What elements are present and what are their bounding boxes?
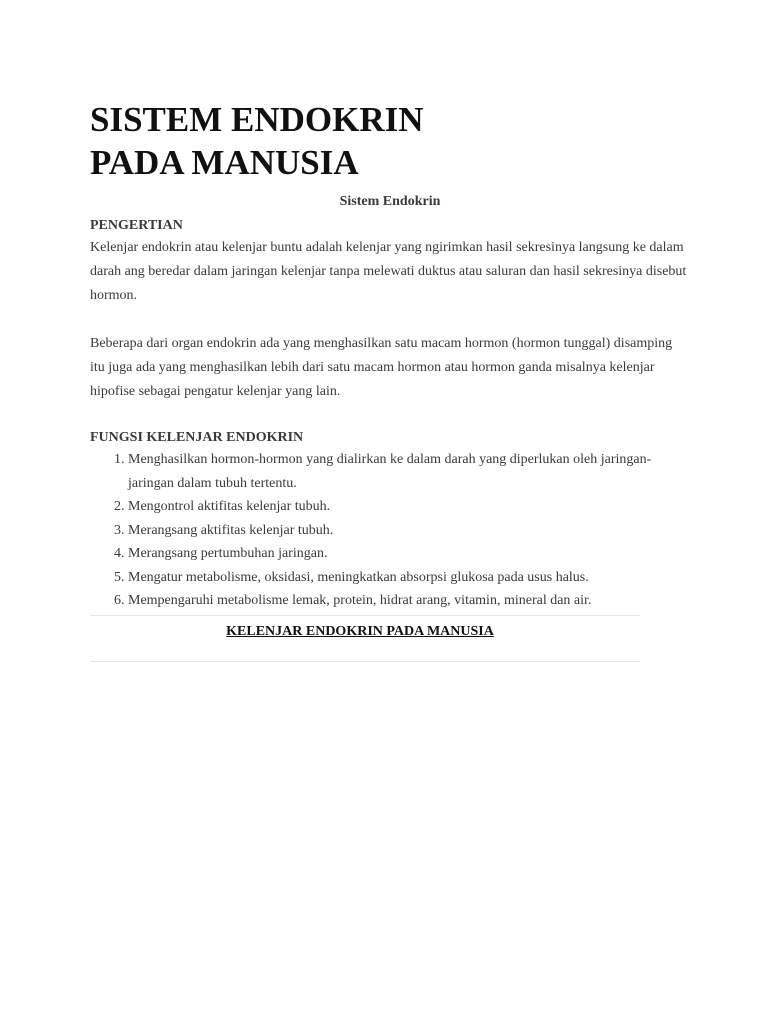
list-item: 3. Merangsang aktifitas kelenjar tubuh. [128, 519, 690, 543]
title-line-2: PADA MANUSIA [90, 143, 359, 182]
list-item: 6. Mempengaruhi metabolisme lemak, protein, hidrat arang, vitamin, mineral dan air. [128, 589, 690, 613]
document-title [90, 98, 690, 184]
pengertian-paragraph-2: Beberapa dari organ endokrin ada yang menghasilkan satu macam hormon (hormon tunggal) disamping itu juga ada yang menghasilkan lebih dari satu macam hormon atau hormon ganda misalnya kelenjar hipofise sebagai pengatur kelenjar yang lain. [90, 336, 673, 399]
list-item: 4. Merangsang pertumbuhan jaringan. [128, 542, 690, 566]
pengertian-paragraph-1: Kelenjar endokrin atau kelenjar buntu adalah kelenjar yang ngirimkan hasil sekresinya langsung ke dalam darah ang beredar dalam jaringan kelenjar tanpa melewati duktus atau saluran dan hasil sekresinya disebut hormon. [90, 240, 687, 303]
list-item: 1. Menghasilkan hormon-hormon yang dialirkan ke dalam darah yang diperlukan oleh jaringan-jaringan dalam tubuh tertentu. [128, 448, 690, 495]
fungsi-list [90, 448, 690, 613]
list-item: 2. Mengontrol aktifitas kelenjar tubuh. [128, 495, 690, 519]
divider-top [90, 615, 640, 616]
title-line-1: SISTEM ENDOKRIN [90, 100, 424, 139]
pengertian-heading: PENGERTIAN [90, 218, 183, 233]
fungsi-heading: FUNGSI KELENJAR ENDOKRIN [90, 430, 304, 445]
document-subtitle: Sistem Endokrin [339, 194, 441, 209]
divider-bottom [90, 661, 640, 662]
document-page [90, 98, 690, 613]
list-item: 5. Mengatur metabolisme, oksidasi, meningkatkan absorpsi glukosa pada usus halus. [128, 566, 690, 590]
kelenjar-heading: KELENJAR ENDOKRIN PADA MANUSIA [226, 624, 494, 639]
